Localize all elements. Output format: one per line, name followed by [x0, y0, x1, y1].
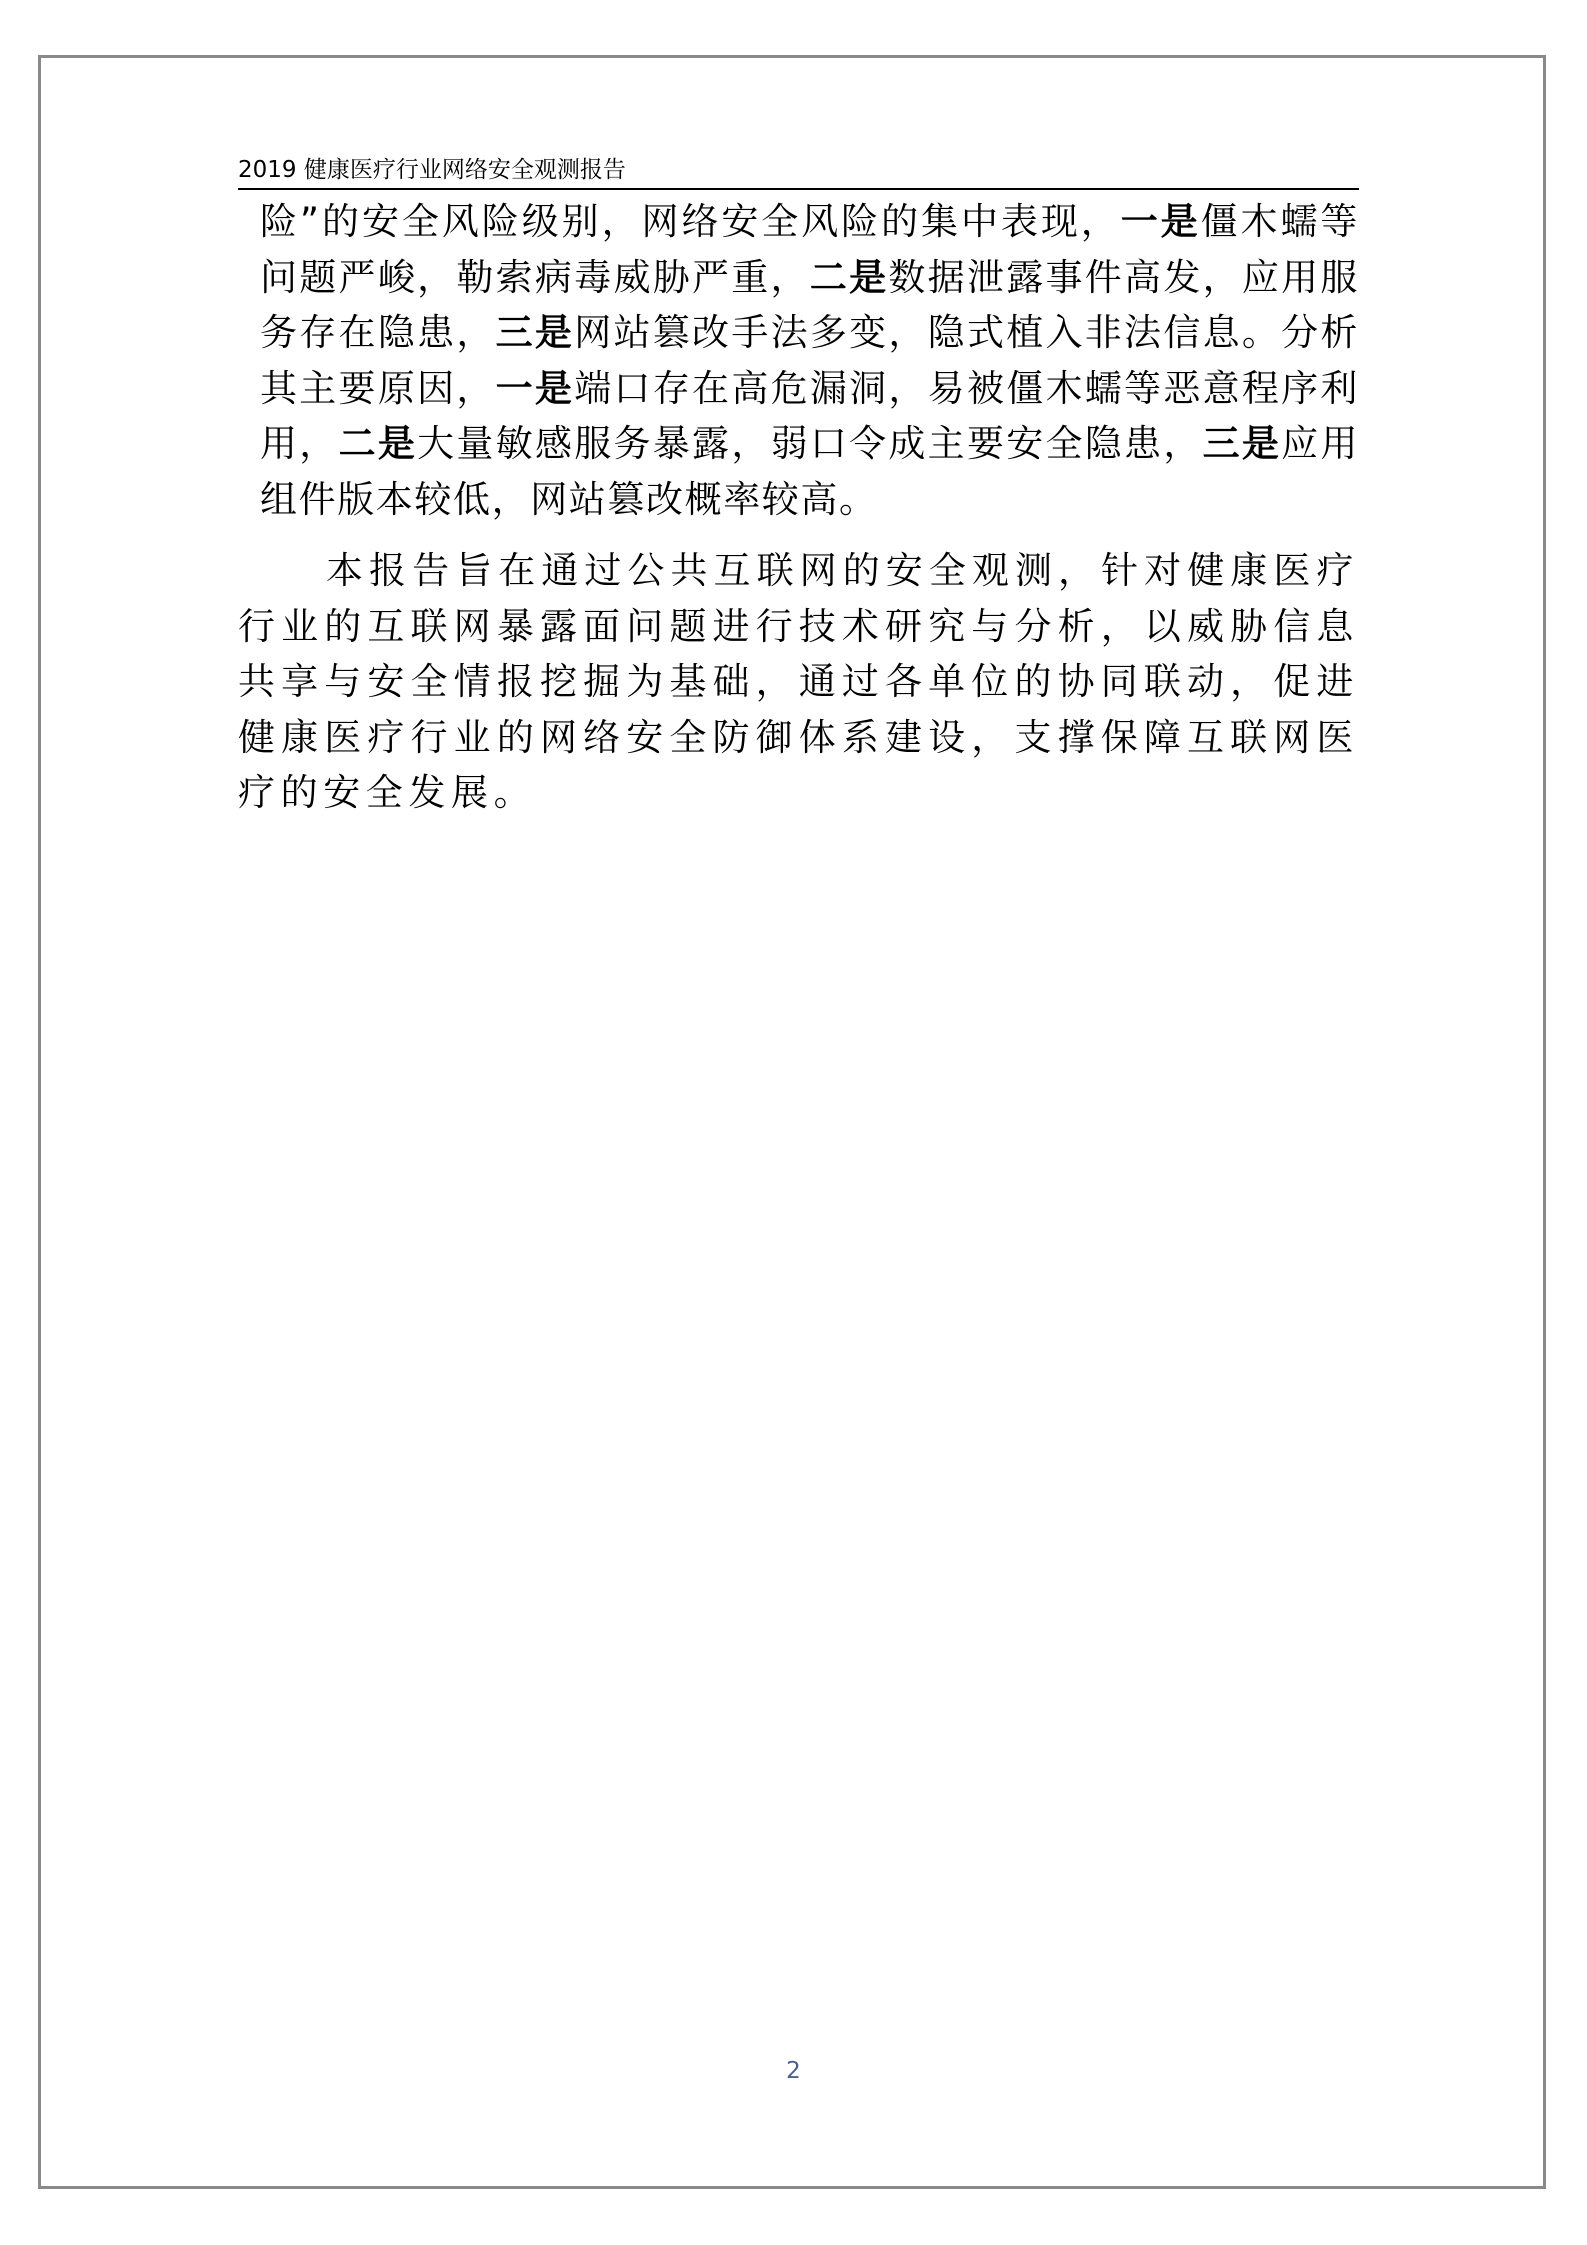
document-body	[238, 194, 1359, 821]
header-title: 2019 健康医疗行业网络安全观测报告	[238, 157, 626, 183]
paragraph-text: 僵木蠕等问题严峻，勒索病毒威胁严重，	[260, 200, 1359, 299]
paragraph-text: 端口存在高危漏洞，易被僵木蠕等恶意程序利用，	[260, 366, 1360, 465]
paragraph-text: 网站篡改手法多变，隐式植入非法信息。分析其主要原因，	[260, 311, 1360, 410]
keyword-first: 一是	[495, 366, 575, 410]
paragraph-text: 大量敏感服务暴露，弱口令成主要安全隐患，	[417, 422, 1203, 465]
paragraph-report-purpose: 本报告旨在通过公共互联网的安全观测，针对健康医疗行业的互联网暴露面问题进行技术研究与分析，以威胁信息共享与安全情报挖掘为基础，通过各单位的协同联动，促进健康医疗行业的网络安全防御体系建设，支撑保障互联网医疗的安全发展。	[238, 549, 1359, 814]
keyword-third: 三是	[1202, 422, 1282, 465]
keyword-third: 三是	[495, 311, 575, 354]
paragraph-text: 险”的安全风险级别，网络安全风险的集中表现，	[260, 200, 1121, 243]
keyword-second: 二是	[338, 422, 418, 465]
page-number: 2	[786, 2058, 801, 2084]
paragraph-text: 应用组件版本较低，网站篡改概率较高。	[260, 422, 1360, 521]
paragraph-text: 数据泄露事件高发，应用服务存在隐患，	[260, 255, 1360, 354]
paragraph-risk-summary	[238, 194, 1359, 527]
keyword-second: 二是	[809, 255, 889, 299]
keyword-first: 一是	[1120, 200, 1201, 243]
running-header	[238, 155, 1359, 190]
